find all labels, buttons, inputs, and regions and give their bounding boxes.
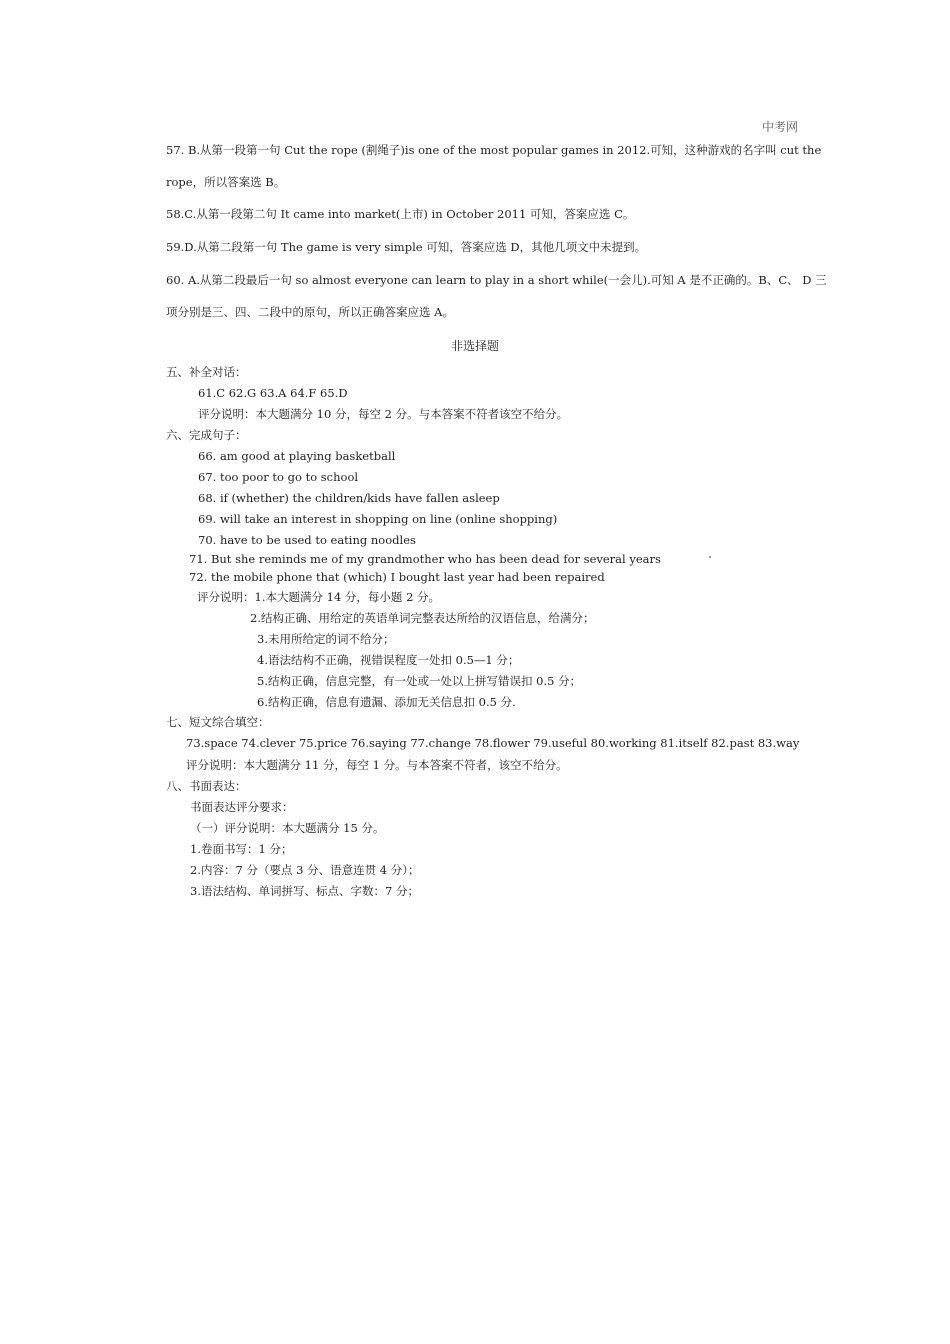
- section-6-note: 评分说明：1.本大题满分 14 分，每小题 2 分。: [197, 590, 441, 604]
- answer-57-line-2: rope，所以答案选 B。: [166, 175, 286, 189]
- section-8-line: 2.内容：7 分（要点 3 分、语意连贯 4 分）；: [190, 863, 420, 877]
- section-6-item: 68. if (whether) the children/kids have fallen asleep: [198, 491, 500, 505]
- section-6-title: 六、完成句子：: [166, 428, 247, 442]
- section-8-line: 3.语法结构、单词拼写、标点、字数：7 分；: [190, 884, 419, 898]
- section-6-item: 67. too poor to go to school: [198, 470, 359, 484]
- speck-mark: [709, 556, 711, 558]
- section-6-item: 71. But she reminds me of my grandmother who has been dead for several years: [189, 552, 661, 566]
- answer-60-line-2: 项分别是三、四、二段中的原句，所以正确答案应选 A。: [166, 305, 454, 319]
- section-6-item: 66. am good at playing basketball: [198, 449, 396, 463]
- section-6-item: 69. will take an interest in shopping on line (online shopping): [198, 512, 558, 526]
- answer-57-line-1: 57. B.从第一段第一句 Cut the rope (割绳子)is one of the most popular games in 2012.可知，这种游戏的名字叫 cut the: [166, 143, 822, 157]
- section-6-note: 3.未用所给定的词不给分；: [257, 632, 395, 646]
- section-8-title: 八、书面表达：: [166, 779, 247, 793]
- non-choice-heading: 非选择题: [450, 339, 499, 353]
- section-6-item: 70. have to be used to eating noodles: [198, 533, 416, 547]
- section-8-line: （一）评分说明：本大题满分 15 分。: [190, 821, 385, 835]
- section-8-line: 1.卷面书写：1 分；: [190, 842, 293, 856]
- section-6-note: 5.结构正确，信息完整，有一处或一处以上拼写错误扣 0.5 分；: [257, 674, 582, 688]
- corner-watermark: 中考网: [762, 120, 799, 134]
- section-5-answers: 61.C 62.G 63.A 64.F 65.D: [198, 386, 348, 400]
- section-5-note: 评分说明：本大题满分 10 分，每空 2 分。与本答案不符者该空不给分。: [198, 407, 569, 421]
- answer-58: 58.C.从第一段第二句 It came into market(上市) in October 2011 可知，答案应选 C。: [166, 207, 635, 221]
- section-7-title: 七、短文综合填空：: [166, 715, 270, 729]
- section-6-note: 4.语法结构不正确，视错误程度一处扣 0.5—1 分；: [257, 653, 520, 667]
- section-6-note: 6.结构正确，信息有遗漏、添加无关信息扣 0.5 分.: [257, 695, 516, 709]
- answer-59: 59.D.从第二段第一句 The game is very simple 可知，答案应选 D，其他几项文中未提到。: [166, 240, 647, 254]
- answer-60-line-1: 60. A.从第二段最后一句 so almost everyone can learn to play in a short while(一会儿).可知 A 是不正确的。B、C、 D 三: [166, 273, 827, 287]
- section-6-note: 2.结构正确、用给定的英语单词完整表达所给的汉语信息，给满分；: [250, 611, 595, 625]
- section-6-item: 72. the mobile phone that (which) I bought last year had been repaired: [189, 570, 605, 584]
- section-7-answers: 73.space 74.clever 75.price 76.saying 77.change 78.flower 79.useful 80.working 81.itself 82.past 83.way: [186, 736, 800, 750]
- section-7-note: 评分说明：本大题满分 11 分，每空 1 分。与本答案不符者，该空不给分。: [186, 758, 568, 772]
- section-5-title: 五、补全对话：: [166, 365, 247, 379]
- section-8-line: 书面表达评分要求：: [190, 800, 294, 814]
